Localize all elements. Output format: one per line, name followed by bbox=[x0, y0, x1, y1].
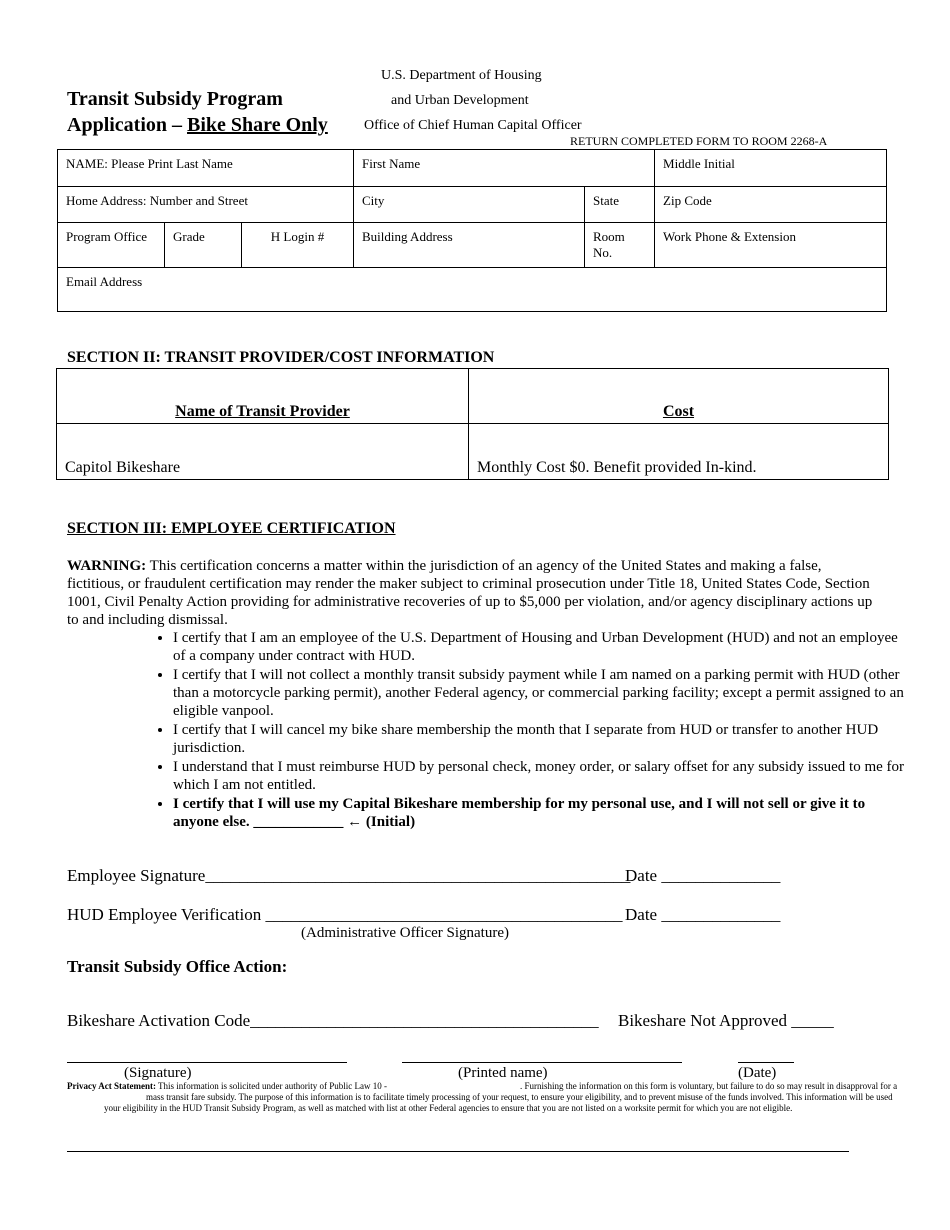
privacy-label: Privacy Act Statement: bbox=[67, 1081, 156, 1091]
h-login-field[interactable] bbox=[242, 223, 354, 268]
printed-name-caption: (Printed name) bbox=[458, 1065, 548, 1081]
room-no-label: Room No. bbox=[593, 229, 625, 260]
department-name-line2: and Urban Development bbox=[391, 93, 529, 108]
office-action-heading: Transit Subsidy Office Action: bbox=[67, 957, 288, 976]
certification-item: • I certify that I am an employee of the U.S. Department of Housing and Urban Development (HUD) and not an employee of a company under contract with HUD. bbox=[173, 629, 913, 665]
section3-heading: SECTION III: EMPLOYEE CERTIFICATION bbox=[67, 520, 396, 537]
admin-officer-caption: (Administrative Officer Signature) bbox=[301, 925, 509, 941]
not-approved-line[interactable]: Bikeshare Not Approved _____ bbox=[618, 1011, 834, 1030]
certification-item: • I certify that I will not collect a monthly transit subsidy payment while I am named on a parking permit with HUD (other than a motorcycle parking permit), another Federal agency, or commercial parking facility; except a permit assigned to an eligible vanpool. bbox=[173, 666, 913, 720]
hud-verification-line[interactable]: HUD Employee Verification __________________________________________ bbox=[67, 905, 623, 924]
date-rule bbox=[738, 1062, 794, 1063]
transit-provider-table bbox=[56, 368, 889, 480]
zip-label: Zip Code bbox=[663, 193, 712, 208]
form-title-prefix: Application – bbox=[67, 114, 188, 136]
warning-text: This certification concerns a matter within the jurisdiction of an agency of the United States and making a false, fictitious, or fraudulent certification may render the maker subject to criminal prosecution under Title 18, United States Code, Section 1001, Civil Penalty Action providing for administrative recoveries of up to $5,000 per violation, and/or agency disciplinary actions up to and including dismissal. bbox=[67, 558, 873, 628]
printed-name-rule bbox=[402, 1062, 682, 1063]
h-login-label: H Login # bbox=[270, 229, 325, 244]
state-field[interactable] bbox=[585, 187, 655, 223]
certification-item: • I understand that I must reimburse HUD by personal check, money order, or salary offset for any subsidy issued to me for which I am not entitled. bbox=[173, 758, 913, 794]
state-label: State bbox=[593, 193, 620, 208]
privacy-text-part2: . Furnishing the information on this form is voluntary, but failure to do so may result in disapproval for a bbox=[520, 1081, 898, 1091]
last-name-label: NAME: Please Print Last Name bbox=[66, 156, 233, 171]
last-name-field[interactable] bbox=[58, 150, 354, 187]
privacy-line2: mass transit fare subsidy. The purpose of this information is to facilitate timely processing of your request, to ensure your eligibility, and to prevent misuse of the funds involved. This information will be used bbox=[146, 1092, 893, 1102]
certification-item-initial: • I certify that I will use my Capital Bikeshare membership for my personal use, and I will not sell or give it to anyone else. ____________ ← (Initial) bbox=[173, 795, 913, 831]
personal-info-table bbox=[57, 149, 887, 312]
date-caption: (Date) bbox=[738, 1065, 777, 1081]
zip-field[interactable] bbox=[655, 187, 887, 223]
form-title-line1: Transit Subsidy Program bbox=[67, 88, 283, 110]
signature-rule bbox=[67, 1062, 347, 1063]
work-phone-field[interactable] bbox=[655, 223, 887, 268]
form-title-bike-share: Bike Share Only bbox=[187, 114, 328, 136]
middle-initial-label: Middle Initial bbox=[663, 156, 735, 171]
city-label: City bbox=[362, 193, 385, 208]
form-title-line2 bbox=[67, 114, 328, 137]
home-address-field[interactable] bbox=[58, 187, 354, 223]
home-address-label: Home Address: Number and Street bbox=[66, 193, 248, 208]
department-name-line1: U.S. Department of Housing bbox=[381, 68, 542, 83]
building-address-field[interactable] bbox=[354, 223, 585, 268]
activation-code-line[interactable]: Bikeshare Activation Code_________________________________________ bbox=[67, 1011, 599, 1030]
privacy-text-part1: This information is solicited under authority of Public Law 10 - bbox=[155, 1081, 388, 1091]
privacy-line3: your eligibility in the HUD Transit Subsidy Program, as well as matched with list at other Federal agencies to ensure that you are not listed on a worksite permit for which you are not eligible. bbox=[104, 1103, 793, 1113]
email-field[interactable] bbox=[58, 268, 887, 312]
employee-date-line[interactable]: Date ______________ bbox=[625, 866, 781, 885]
cost-column-header: Cost bbox=[469, 369, 889, 424]
certification-item: • I certify that I will cancel my bike share membership the month that I separate from HUD or transfer to another HUD jurisdiction. bbox=[173, 721, 913, 757]
provider-value: Capitol Bikeshare bbox=[57, 424, 469, 480]
privacy-line1 bbox=[67, 1081, 387, 1092]
certification-list bbox=[147, 629, 913, 832]
middle-initial-field[interactable] bbox=[655, 150, 887, 187]
grade-field[interactable] bbox=[165, 223, 242, 268]
office-name: Office of Chief Human Capital Officer bbox=[364, 118, 582, 133]
program-office-label: Program Office bbox=[66, 229, 147, 244]
email-label: Email Address bbox=[66, 274, 143, 289]
provider-column-header: Name of Transit Provider bbox=[57, 369, 469, 424]
grade-label: Grade bbox=[173, 229, 205, 244]
footer-rule bbox=[67, 1151, 849, 1152]
warning-paragraph bbox=[67, 557, 882, 629]
city-field[interactable] bbox=[354, 187, 585, 223]
signature-caption: (Signature) bbox=[124, 1065, 192, 1081]
cost-value: Monthly Cost $0. Benefit provided In-kind. bbox=[469, 424, 889, 480]
warning-label: WARNING: bbox=[67, 558, 147, 574]
first-name-field[interactable] bbox=[354, 150, 655, 187]
building-address-label: Building Address bbox=[362, 229, 453, 244]
work-phone-label: Work Phone & Extension bbox=[663, 229, 796, 244]
first-name-label: First Name bbox=[362, 156, 421, 171]
employee-signature-line[interactable]: Employee Signature__________________________________________________ bbox=[67, 866, 631, 885]
hud-date-line[interactable]: Date ______________ bbox=[625, 905, 781, 924]
section2-heading: SECTION II: TRANSIT PROVIDER/COST INFORMATION bbox=[67, 349, 495, 366]
room-no-field[interactable] bbox=[585, 223, 655, 268]
return-note: RETURN COMPLETED FORM TO ROOM 2268-A bbox=[570, 134, 828, 148]
program-office-field[interactable] bbox=[58, 223, 165, 268]
